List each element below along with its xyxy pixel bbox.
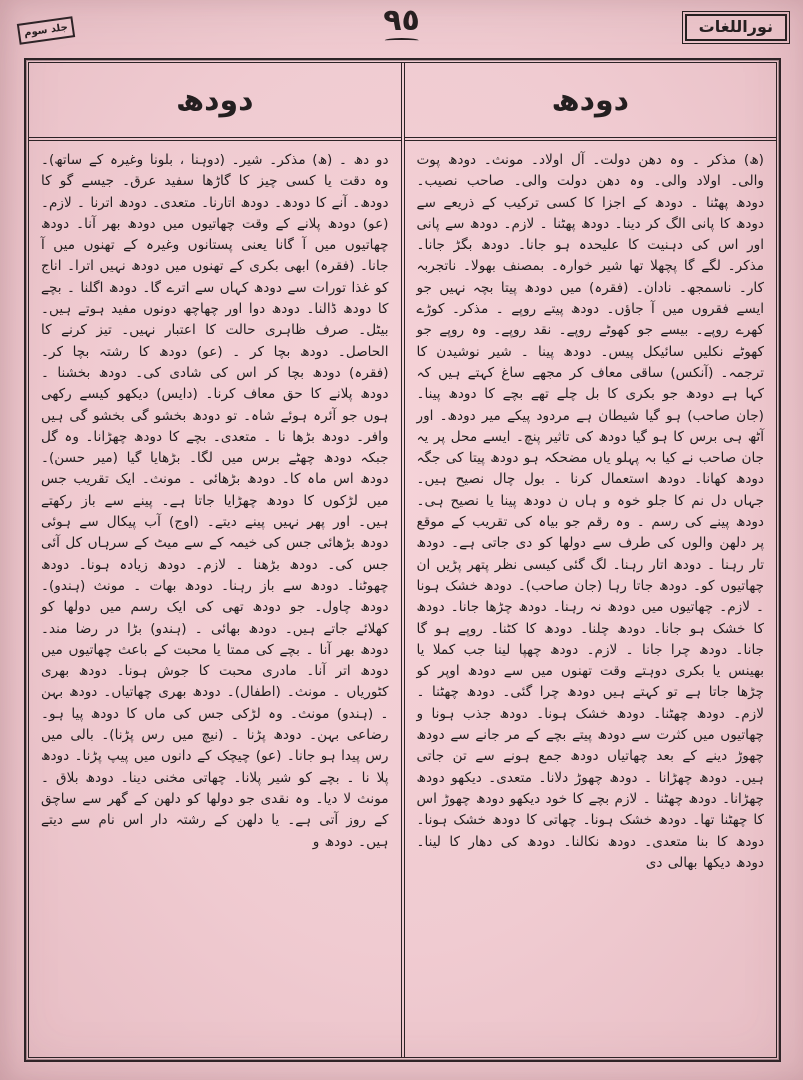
dictionary-table	[24, 58, 781, 1062]
page-number	[383, 4, 420, 43]
headword-left-column: دودھ	[405, 63, 777, 141]
dictionary-table-inner	[28, 62, 777, 1058]
book-title-badge: نوراللغات	[685, 14, 787, 41]
volume-badge: جلد سوم	[17, 16, 75, 45]
page-number-flourish	[385, 38, 419, 43]
headword-right-column: دودھ	[29, 63, 401, 141]
right-column-text: دو دھ ۔ (ھ) مذکر۔ شیر۔ (دوہنا ، بلونا وغیرہ کے ساتھ)۔ وہ دقت یا کسی چیز کا گاڑھا سفید عرق۔ جیسے گو کا دودھ۔ آنے کا دودھ۔ دودھ اتارنا۔ متعدی۔ دودھ اترنا ۔ لازم۔ (عو) دودھ پلانے کے وقت چھاتیوں میں دودھ بھر آنا۔ دودھ چھاتیوں میں آ گانا یعنی پستانوں وغیرہ کے تھنوں میں آ جانا۔ (فقرہ) ابھی بکری کے تھنوں میں دودھ نہیں اترا۔ اناج کو غذا تورات سے دودھ کہاں سے اترے گا۔ دودھ اگلنا ۔ بچے کا دودھ ڈالنا۔ دودھ دوا اور چھاچھ دونوں مفید ہوتے ہیں۔ بیٹل۔ صرف ظاہری حالت کا اعتبار نہیں۔ تیز کرنے کا الحاصل۔ دودھ بچا کر ۔ (عو) دودھ کا رشتہ بچا کر۔ (فقرہ) دودھ بچا کر اس کی شادی کی۔ دودھ بخشنا ۔ دودھ پلانے کا حق معاف کرنا۔ (دایس) دیکھو کیسے رکھی ہوں جو آئرہ ہوئے شاہ۔ تو دودھ بخشو گی بخشو گی ہیں وافر۔ دودھ بڑھا نا ۔ متعدی۔ بچے کا دودھ چھڑانا۔ وہ گل جبکہ دودھ چھٹے برس میں لگا۔ بڑھایا گیا (میر حسن)۔ دودھ اس ماہ کا۔ دودھ بڑھائی ۔ مونث۔ ایک تقریب جس میں لڑکوں کا دودھ چھڑایا جاتا ہے۔ پینے سے باز رکھتے ہیں۔ اور پھر نہیں پینے دیتے۔ (اوج) آب پیکال سے ہوئی دودھ بڑھائی جس کی خیمہ کے سے میٹ کے سرہاں کل آئی جس کی۔ دودھ بڑھنا ۔ لازم۔ دودھ زیادہ ہونا۔ دودھ چھوٹنا۔ دودھ سے باز رہنا۔ دودھ بھات ۔ مونث (ہندو)۔ دودھ چاول۔ جو دودھ تھی کی ایک رسم میں دولھا کو کھلائے جاتے ہیں۔ دودھ بھائی ۔ (ہندو) بڑا در رضا مند۔ دودھ بھر آنا ۔ بچے کی ممتا یا محبت کے باعث چھاتیوں میں دودھ اتر آنا۔ مادری محبت کا جوش ہونا۔ دودھ بھری کٹوریاں ۔ مونث۔ (اطفال)۔ دودھ بھری چھاتیاں۔ دودھ بہن ۔ (ہندو) مونث۔ وہ لڑکی جس کی ماں کا دودھ پیا ہو۔ رضاعی بہن۔ دودھ پڑنا ۔ (نیچ میں رس پڑنا)۔ بالی میں رس پیدا ہو جانا۔ (عو) چیچک کے دانوں میں پیپ پڑنا۔ دودھ پلا نا ۔ بچے کو شیر پلانا۔ چھاتی مخنی دینا۔ دودھ بلاق ۔ مونث لا دیا۔ وہ نقدی جو دولھا کو دلھن کے گھر سے ساچق کے روز آتی ہے۔ یا دلھن کے رشتہ دار اس نام سے دیتے ہیں۔ دودھ و	[41, 152, 389, 850]
left-column-text: (ھ) مذکر ۔ وہ دھن دولت۔ آل اولاد۔ مونث۔ دودھ پوت والی۔ اولاد والی۔ وہ دھن دولت والی۔ صاحب نصیب۔ دودھ پھٹنا ۔ دودھ کے اجزا کا کسی ترکیب کے ذریعے سے دودھ کا پانی الگ کر دینا۔ دودھ پھٹنا ۔ لازم۔ دودھ سے پانی اور اس کی دہنیت کا علیحدہ ہو جانا۔ دودھ بگڑ جانا۔ مذکر۔ لگے گا پچھلا تھا شیر خوارہ۔ بمصنف بھولا۔ ناتجربہ کار۔ ناسمجھ۔ نادان۔ (فقرہ) میں دودھ پیتا بچہ نہیں جو ایسے فقروں میں آ جاؤں۔ دودھ پیتے روپے ۔ مذکر۔ کوڑے کھرے روپے۔ بیسے جو کھوٹے روپے۔ نقد روپے۔ وہ روپے جو کھوٹے نکلیں سائیکل پیس۔ دودھ پینا ۔ شیر نوشیدن کا ترجمہ۔ (آنکس) ساقی معاف کر مجھے ساغ کہتے ہیں کہ کہا ہے دودھ جو بکری کا بل چلے تھے بچے کا دودھ پینا۔ (جان صاحب) ہو گیا شیطان ہے مردود پیکے میر دودھ۔ اور آٹھ ہی برس کا ہو گیا دودھ کی تاثیر پنچ۔ ایسے محل پر یہ جان صاحب نے کیا بہ پہلو یاں مضحکہ ہو دودھ پیتا کی جگہ دودھ کھانا۔ دودھ استعمال کرنا ۔ بول چال نصیح ہیں۔ جہاں دل نم کا جلو خوہ و ہاں ن دودھ پینا یا نصیح ہی۔ دودھ پینے کی رسم ۔ وہ رقم جو بیاہ کی تقریب کے موقع پر دلھن والوں کی طرف سے دولھا کو دی جاتی ہے۔ دودھ تار رہنا ۔ دودھ اتار رہنا۔ لگ گئی کیسی نظر پتھر پڑیں ان چھاتیوں کو۔ دودھ جاتا رہا (جان صاحب)۔ دودھ خشک ہونا ۔ لازم۔ چھاتیوں میں دودھ نہ رہنا۔ دودھ چڑھا جانا۔ دودھ کا خشک ہو جانا۔ دودھ چلنا۔ دودھ کا کٹنا۔ روپے ہو گا جانا۔ دودھ چرا جانا ۔ لازم۔ دودھ چھپا لینا جب کملا یا بھینس یا بکری دوہتے وقت تھنوں میں سے دودھ اوپر کو چڑھا جاتا ہے تو کہتے ہیں دودھ چرا گئی۔ دودھ چھٹنا ۔ لازم۔ دودھ چھٹنا۔ دودھ خشک ہونا۔ دودھ جذب ہونا و چھاتیوں میں کثرت سے دودھ پیتے بچے کے مر جانے سے دودھ چھوڑ دینے کے بعد چھاتیاں دودھ جمع ہونے سے تن جاتی ہیں۔ دودھ چھڑانا ۔ دودھ چھوڑ دلانا۔ متعدی۔ دیکھو دودھ چھڑانا۔ دودھ چھٹنا ۔ لازم بچے کا خود دیکھو دودھ چھوڑ اس کا چھٹنا تھا۔ دودھ خشک ہونا۔ چھاتی کا دودھ خشک ہونا۔ دودھ کا بنا متعدی۔ دودھ نکالنا۔ دودھ کی دھار کا لینا۔ دودھ دیکھا بھالی دی	[416, 152, 764, 871]
page-number-text: ٩٥	[383, 3, 420, 38]
